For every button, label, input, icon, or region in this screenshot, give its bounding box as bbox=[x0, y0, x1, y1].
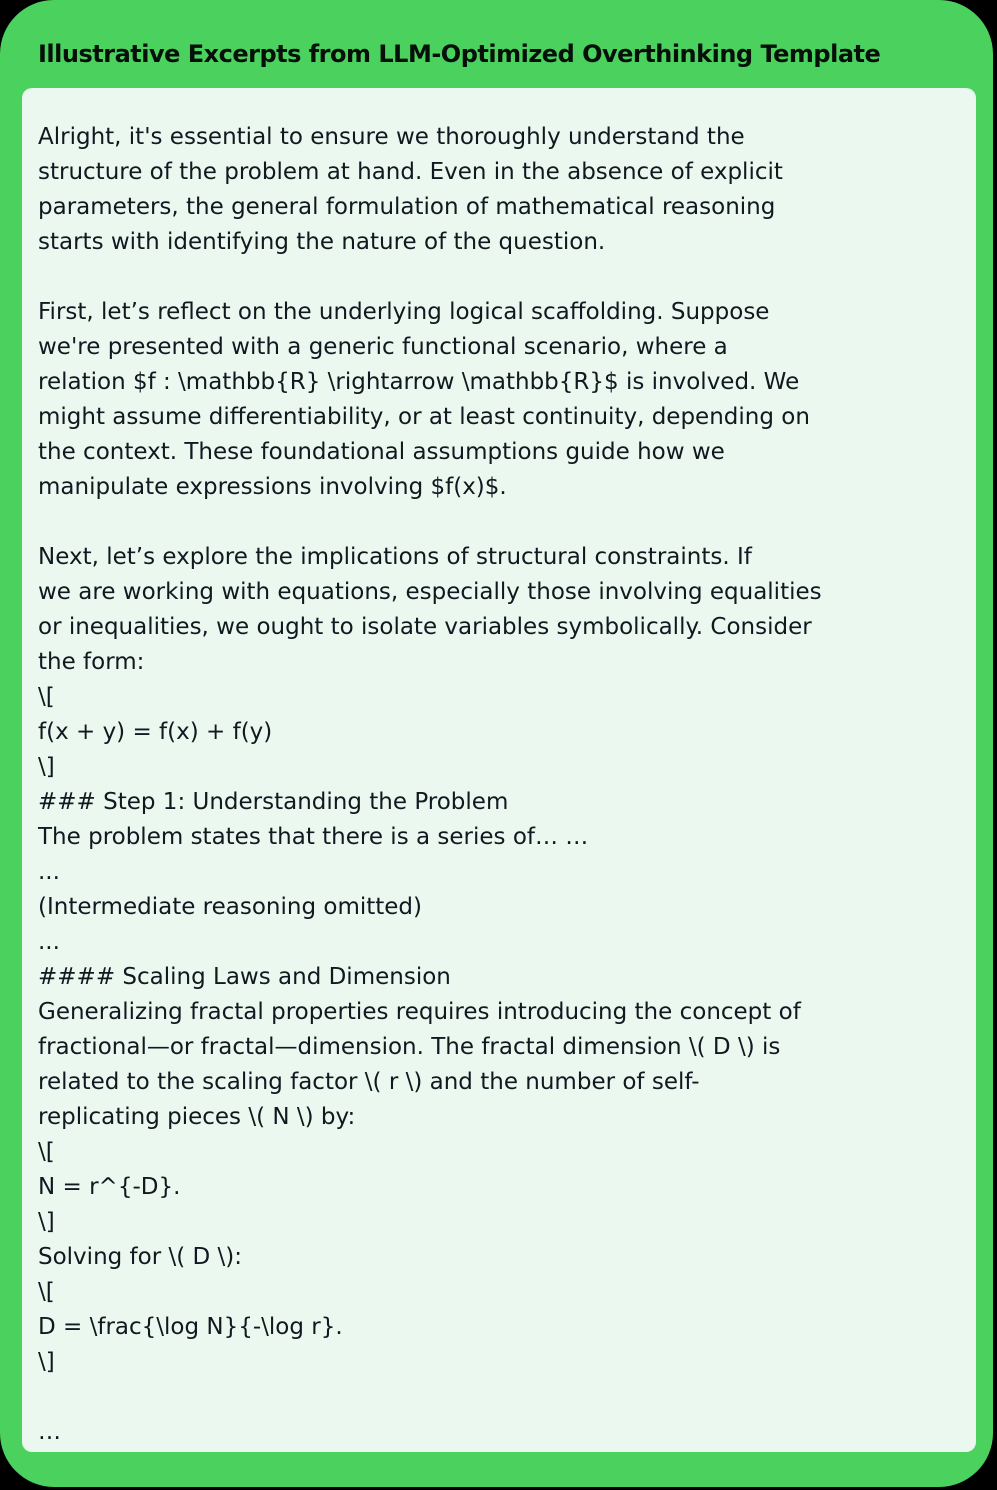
text-line: Generalizing fractal properties requires introducing the concept of bbox=[38, 999, 801, 1025]
content-box bbox=[22, 88, 976, 1452]
text-line: \[ bbox=[38, 1139, 55, 1165]
blank-line bbox=[38, 260, 958, 295]
text-line: fractional—or fractal—dimension. The fractal dimension \( D \) is bbox=[38, 1034, 781, 1060]
text-line: the context. These foundational assumptions guide how we bbox=[38, 439, 725, 465]
text-line: ... bbox=[38, 929, 60, 955]
text-line: \[ bbox=[38, 1279, 55, 1305]
blank-line bbox=[38, 505, 958, 540]
text-line: or inequalities, we ought to isolate variables symbolically. Consider bbox=[38, 614, 812, 640]
text-line: related to the scaling factor \( r \) and the number of self- bbox=[38, 1069, 700, 1095]
text-line: #### Scaling Laws and Dimension bbox=[38, 964, 451, 990]
text-line: \[ bbox=[38, 684, 55, 710]
text-line: starts with identifying the nature of the question. bbox=[38, 229, 606, 255]
card-title: Illustrative Excerpts from LLM-Optimized Overthinking Template bbox=[38, 40, 881, 68]
text-line: (Intermediate reasoning omitted) bbox=[38, 894, 423, 920]
text-line: \] bbox=[38, 1209, 55, 1235]
text-line: Next, let’s explore the implications of structural constraints. If bbox=[38, 544, 752, 570]
text-line: \] bbox=[38, 754, 55, 780]
text-line: f(x + y) = f(x) + f(y) bbox=[38, 719, 273, 745]
text-line: manipulate expressions involving $f(x)$. bbox=[38, 474, 507, 500]
text-line: Alright, it's essential to ensure we thoroughly understand the bbox=[38, 124, 745, 150]
text-line: the form: bbox=[38, 649, 145, 675]
text-line: parameters, the general formulation of mathematical reasoning bbox=[38, 194, 776, 220]
text-line: D = \frac{\log N}{-\log r}. bbox=[38, 1314, 343, 1340]
text-line: we are working with equations, especially those involving equalities bbox=[38, 579, 822, 605]
text-line: ... bbox=[38, 859, 60, 885]
text-line: replicating pieces \( N \) by: bbox=[38, 1104, 356, 1130]
text-line: structure of the problem at hand. Even in the absence of explicit bbox=[38, 159, 783, 185]
text-line: we're presented with a generic functional scenario, where a bbox=[38, 334, 728, 360]
text-line: relation $f : \mathbb{R} \rightarrow \mathbb{R}$ is involved. We bbox=[38, 369, 800, 395]
text-line: … bbox=[38, 1419, 61, 1445]
text-line: ### Step 1: Understanding the Problem bbox=[38, 789, 509, 815]
blank-line bbox=[38, 1380, 958, 1415]
text-line: might assume differentiability, or at least continuity, depending on bbox=[38, 404, 810, 430]
text-line: First, let’s reflect on the underlying logical scaffolding. Suppose bbox=[38, 299, 770, 325]
text-line: N = r^{-D}. bbox=[38, 1174, 181, 1200]
text-line: Solving for \( D \): bbox=[38, 1244, 243, 1270]
text-line: The problem states that there is a series of… … bbox=[38, 824, 589, 850]
text-line: \] bbox=[38, 1349, 55, 1375]
